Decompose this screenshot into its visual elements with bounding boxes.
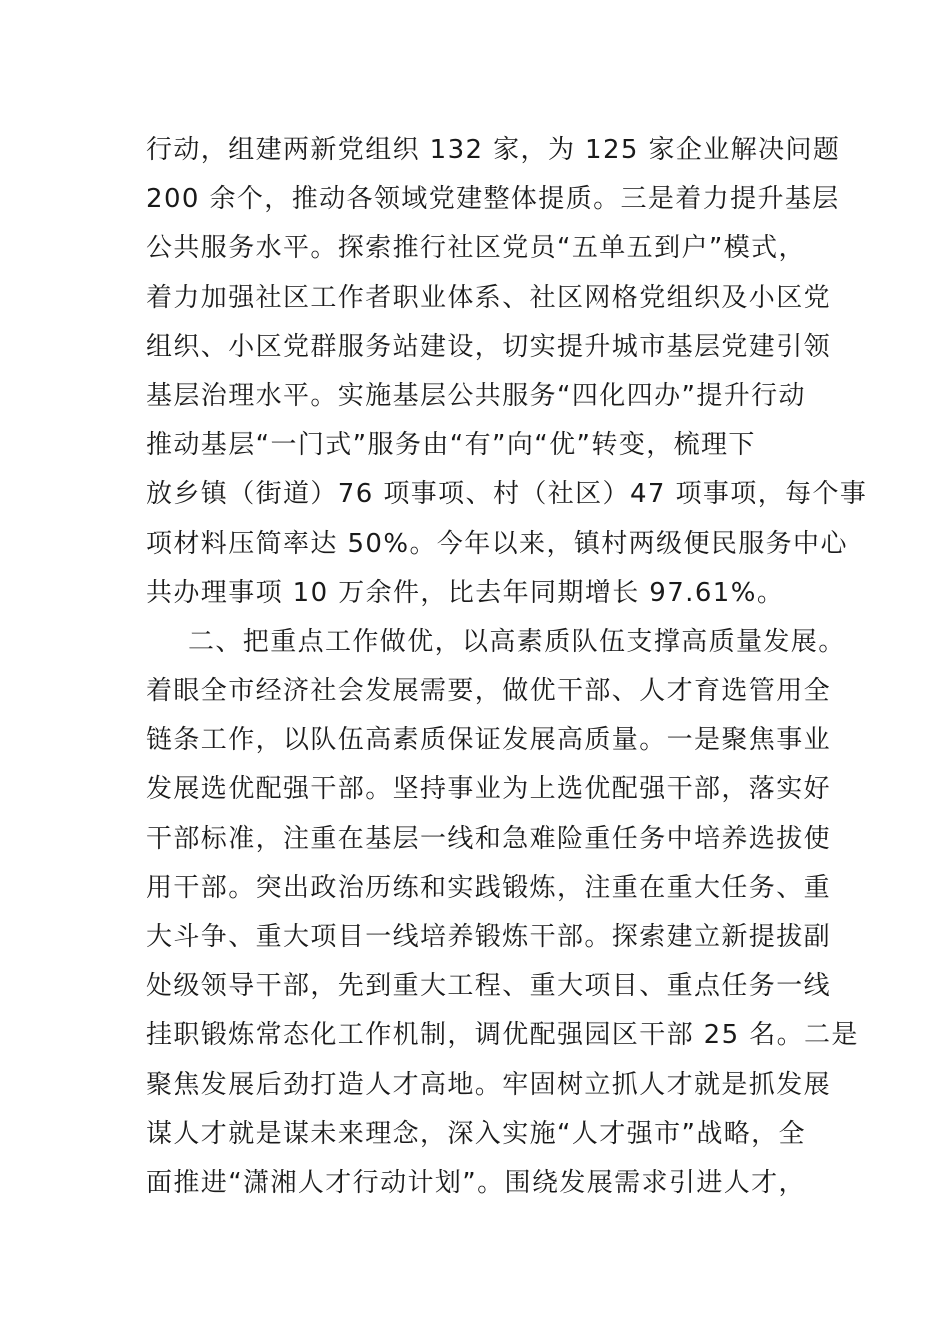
- text-line: 推动基层“一门式”服务由“有”向“优”转变，梳理下: [146, 430, 756, 461]
- text-line: 200 余个，推动各领域党建整体提质。三是着力提升基层: [146, 184, 840, 215]
- text-line: 干部标准，注重在基层一线和急难险重任务中培养选拔使: [146, 823, 832, 854]
- text-line: 面推进“潇湘人才行动计划”。围绕发展需求引进人才，: [146, 1167, 806, 1198]
- text-line: 共办理事项 10 万余件，比去年同期增长 97.61%。: [146, 577, 785, 608]
- text-line: 基层治理水平。实施基层公共服务“四化四办”提升行动: [146, 380, 806, 411]
- text-line: 公共服务水平。探索推行社区党员“五单五到户”模式，: [146, 233, 806, 264]
- text-line: 组织、小区党群服务站建设，切实提升城市基层党建引领: [146, 331, 832, 362]
- section-heading: 二、把重点工作做优，以高素质队伍支撑高质量发展。: [188, 626, 846, 657]
- text-line: 项材料压简率达 50%。今年以来，镇村两级便民服务中心: [146, 528, 848, 559]
- text-line: 链条工作，以队伍高素质保证发展高质量。一是聚焦事业: [146, 725, 832, 756]
- text-line: 发展选优配强干部。坚持事业为上选优配强干部，落实好: [146, 774, 832, 805]
- text-line: 行动，组建两新党组织 132 家，为 125 家企业解决问题: [146, 135, 841, 165]
- text-line: 处级领导干部，先到重大工程、重大项目、重点任务一线: [146, 971, 832, 1002]
- text-line: 用干部。突出政治历练和实践锻炼，注重在重大任务、重: [146, 872, 832, 903]
- text-line: 着眼全市经济社会发展需要，做优干部、人才育选管用全: [146, 676, 832, 707]
- text-line: 大斗争、重大项目一线培养锻炼干部。探索建立新提拔副: [146, 922, 832, 952]
- text-line: 挂职锻炼常态化工作机制，调优配强园区干部 25 名。二是: [146, 1020, 859, 1051]
- text-line: 聚焦发展后劲打造人才高地。牢固树立抓人才就是抓发展: [146, 1069, 832, 1100]
- text-line: 谋人才就是谋未来理念，深入实施“人才强市”战略，全: [146, 1118, 806, 1149]
- body-text: [146, 126, 868, 1208]
- text-line: 着力加强社区工作者职业体系、社区网格党组织及小区党: [146, 282, 832, 313]
- text-line: 放乡镇（街道）76 项事项、村（社区）47 项事项，每个事: [146, 479, 868, 510]
